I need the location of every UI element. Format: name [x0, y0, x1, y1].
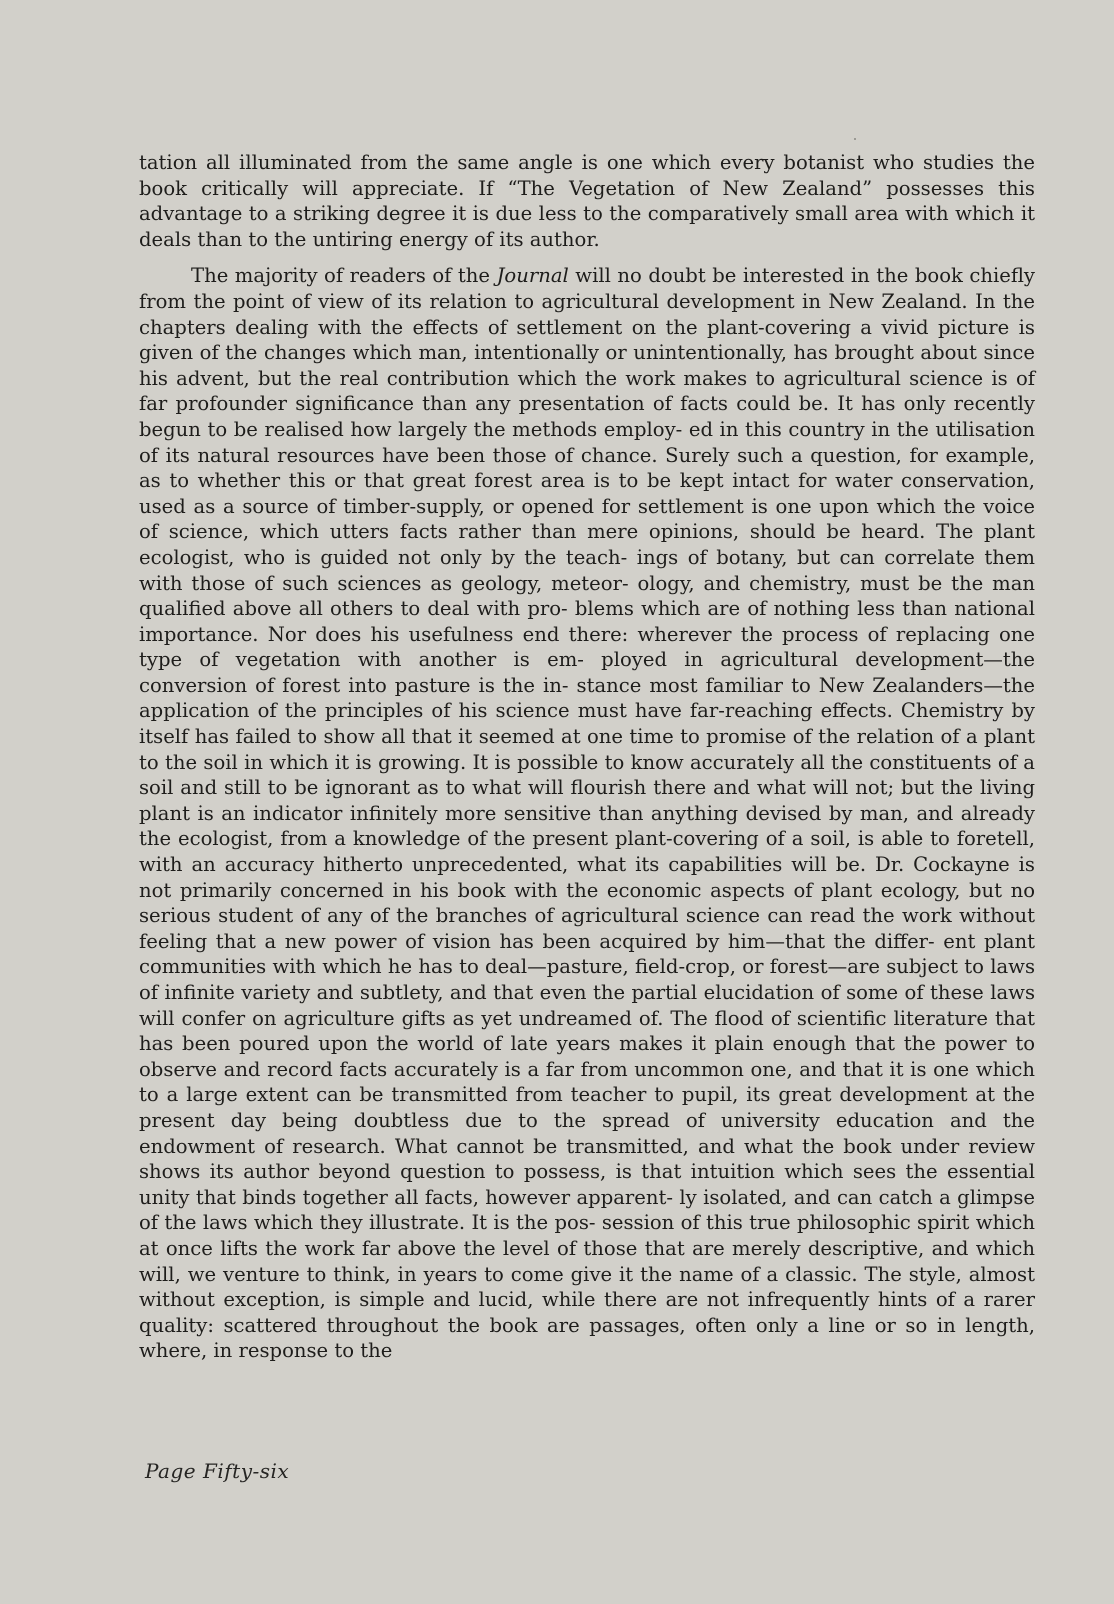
journal-title-italic: Journal [496, 264, 569, 288]
paper-speck [854, 138, 856, 140]
paragraph-1 [139, 150, 1035, 252]
paragraph-2 [139, 263, 1035, 1364]
paragraph-2-text-start: The majority of readers of the [191, 264, 497, 288]
paragraph-2-text-rest: will no doubt be interested in the book chiefly from the point of view of its relation to agricultural development in New Zealand. In the chapters dealing with the effects of settlement on the plant-covering a vivid picture is given of the changes which man, intentionally or unintentionally, has brought about since his advent, but the real contribution which the work makes to agricultural science is of far profounder significance than any presentation of facts could be. It has only recently begun to be realised how largely the methods employ- ed in this country in the utilisation of its natural resources have been those of chance. Surely such a question, for example, as to whether this or that great forest area is to be kept intact for water conservation, used as a source of timber-supply, or opened for settlement is one upon which the voice of science, which utters facts rather than mere opinions, should be heard. The plant ecologist, who is guided not only by the teach- ings of botany, but can correlate them with those of such sciences as geology, meteor- ology, and chemistry, must be the man qualified above all others to deal with pro- blems which are of nothing less than national importance. Nor does his usefulness end there: wherever the process of replacing one type of vegetation with another is em- ployed in agricultural development—the conversion of forest into pasture is the in- stance most familiar to New Zealanders—the application of the principles of his science must have far-reaching effects. Chemistry by itself has failed to show all that it seemed at one time to promise of the relation of a plant to the soil in which it is growing. It is possible to know accurately all the constituents of a soil and still to be ignorant as to what will flourish there and what will not; but the living plant is an indicator infinitely more sensitive than anything devised by man, and already the ecologist, from a knowledge of the present plant-covering of a soil, is able to foretell, with an accuracy hitherto unprecedented, what its capabilities will be. Dr. Cockayne is not primarily concerned in his book with the economic aspects of plant ecology, but no serious student of any of the branches of agricultural science can read the work without feeling that a new power of vision has been acquired by him—that the differ- ent plant communities with which he has to deal—pasture, field-crop, or forest—are subject to laws of infinite variety and subtlety, and that even the partial elucidation of some of these laws will confer on agriculture gifts as yet undreamed of. The flood of scientific literature that has been poured upon the world of late years makes it plain enough that the power to observe and record facts accurately is a far from uncommon one, and that it is one which to a large extent can be transmitted from teacher to pupil, its great development at the present day being doubtless due to the spread of university education and the endowment of research. What cannot be transmitted, and what the book under review shows its author beyond question to possess, is that intuition which sees the essential unity that binds together all facts, however apparent- ly isolated, and can catch a glimpse of the laws which they illustrate. It is the pos- session of this true philosophic spirit which at once lifts the work far above the level of those that are merely descriptive, and which will, we venture to think, in years to come give it the name of a classic. The style, almost without exception, is simple and lucid, while there are not infrequently hints of a rarer quality: scattered throughout the book are passages, often only a line or so in length, where, in response to the [139, 264, 1035, 1363]
paragraph-1-text: tation all illuminated from the same angle is one which every botanist who studies the book critically will appreciate. If “The Vegetation of New Zealand” possesses this advantage to a striking degree it is due less to the comparatively small area with which it deals than to the untiring energy of its author. [139, 151, 1035, 251]
body-text [139, 150, 1035, 1364]
page-number-footer: Page Fifty-six [145, 1459, 290, 1483]
